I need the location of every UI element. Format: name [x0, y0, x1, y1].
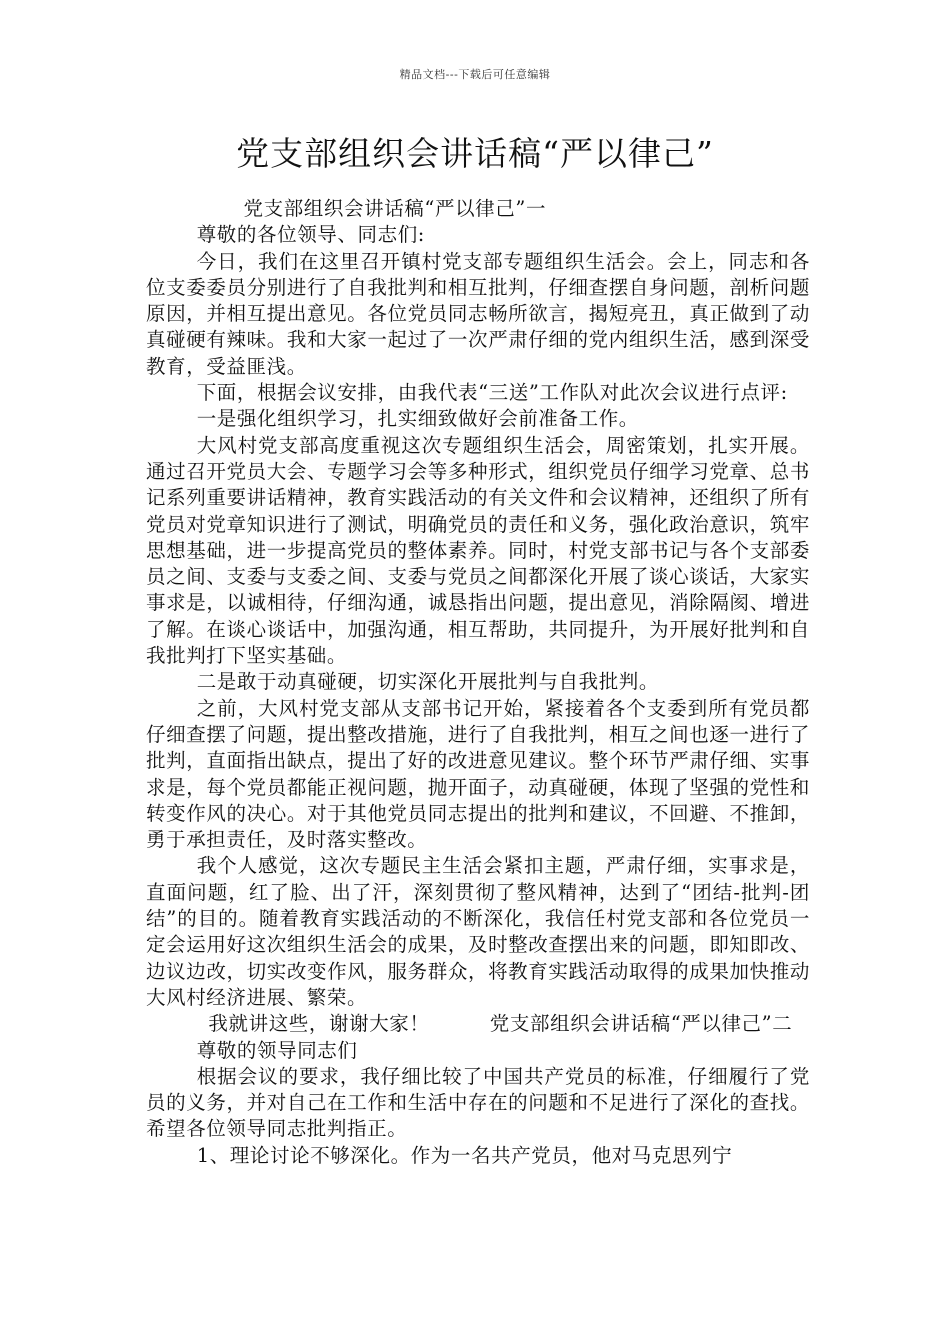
salutation-2: 尊敬的领导同志们 — [196, 1038, 358, 1062]
paragraph: 1、理论讨论不够深化。作为一名共产党员，他对马克思列宁 — [196, 1143, 733, 1167]
paragraph: 今日，我们在这里召开镇村党支部专题组织生活会。会上，同志和各位支委委员分别进行了自我批判和相互批判，仔细查摆自身问题，剖析问题原因，并相互提出意见。各位党员同志畅所欲言，揭短亮丑，真正做到了动真碰硬有辣味。我和大家一起过了一次严肃仔细的党内组织生活，感到深受教育，受益匪浅。 — [146, 249, 810, 378]
paragraph: 大风村党支部高度重视这次专题组织生活会，周密策划，扎实开展。通过召开党员大会、专题学习会等多种形式，组织党员仔细学习党章、总书记系列重要讲话精神，教育实践活动的有关文件和会议精神，还组织了所有党员对党章知识进行了测试，明确党员的责任和义务，强化政治意识，筑牢思想基础，进一步提高党员的整体素养。同时，村党支部书记与各个支部委员之间、支委与支委之间、支委与党员之间都深化开展了谈心谈话，大家实事求是，以诚相待，仔细沟通，诚恳指出问题，提出意见，消除隔阂、增进了解。在谈心谈话中，加强沟通，相互帮助，共同提升，为开展好批判和自我批判打下坚实基础。 — [146, 433, 810, 668]
section-heading-1: 党支部组织会讲话稿“严以律己”一 — [243, 197, 547, 220]
document-title: 党支部组织会讲话稿“严以律己” — [236, 134, 714, 173]
closing-and-section-heading-2: 我就讲这些，谢谢大家！ 党支部组织会讲话稿“严以律己”二 — [208, 1012, 793, 1036]
point-heading-1: 一是强化组织学习，扎实细致做好会前准备工作。 — [196, 407, 639, 431]
salutation-1: 尊敬的各位领导、同志们: — [196, 223, 425, 247]
point-heading-2: 二是敢于动真碰硬，切实深化开展批判与自我批判。 — [196, 670, 659, 694]
paragraph: 根据会议的要求，我仔细比较了中国共产党员的标准，仔细履行了党员的义务，并对自己在工作和生活中存在的问题和不足进行了深化的查找。希望各位领导同志批判指正。 — [146, 1064, 810, 1141]
document-body — [146, 196, 810, 1169]
header-note: 精品文档---下载后可任意编辑 — [399, 68, 551, 81]
paragraph: 我个人感觉，这次专题民主生活会紧扣主题，严肃仔细，实事求是，直面问题，红了脸、出了汗，深刻贯彻了整风精神，达到了“团结-批判-团结”的目的。随着教育实践活动的不断深化，我信任村党支部和各位党员一定会运用好这次组织生活会的成果，及时整改查摆出来的问题，即知即改、边议边改，切实改变作风，服务群众，将教育实践活动取得的成果加快推动大风村经济进展、繁荣。 — [146, 854, 810, 1009]
paragraph: 下面，根据会议安排，由我代表“三送”工作队对此次会议进行点评: — [196, 381, 788, 405]
paragraph: 之前，大风村党支部从支部书记开始，紧接着各个支委到所有党员都仔细查摆了问题，提出整改措施，进行了自我批判，相互之间也逐一进行了批判，直面指出缺点，提出了好的改进意见建议。整个环节严肃仔细、实事求是，每个党员都能正视问题，抛开面子，动真碰硬，体现了坚强的党性和转变作风的决心。对于其他党员同志提出的批判和建议，不回避、不推卸，勇于承担责任，及时落实整改。 — [146, 696, 810, 852]
